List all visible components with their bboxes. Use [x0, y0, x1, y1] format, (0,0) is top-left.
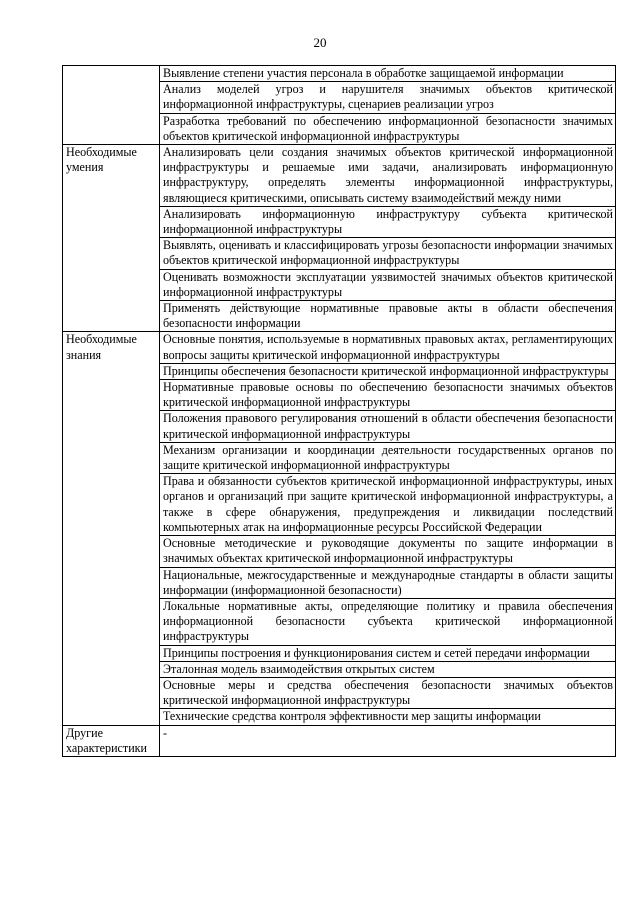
requirement-item: Механизм организации и координации деятельности государственных органов по защите критической информационной инфраструктуры — [160, 442, 616, 473]
table-row — [63, 66, 616, 82]
requirement-item: Нормативные правовые основы по обеспечению безопасности значимых объектов критической информационной инфраструктуры — [160, 380, 616, 411]
requirement-item: Принципы обеспечения безопасности критической информационной инфраструктуры — [160, 363, 616, 379]
table-row — [63, 725, 616, 756]
requirement-item: Эталонная модель взаимодействия открытых систем — [160, 661, 616, 677]
requirement-item: - — [160, 725, 616, 756]
section-label — [63, 66, 160, 145]
requirement-item: Анализировать цели создания значимых объектов критической информационной инфраструктуры и решаемые ими задачи, анализировать информационную инфраструктуру, определять элементы информационной инфраструктуры, являющиеся критическими, описывать систему взаимодействий между ними — [160, 145, 616, 207]
requirement-item: Основные методические и руководящие документы по защите информации в значимых объектах критической информационной инфраструктуры — [160, 536, 616, 567]
requirement-item: Оценивать возможности эксплуатации уязвимостей значимых объектов критической информационной инфраструктуры — [160, 269, 616, 300]
requirement-item: Основные понятия, используемые в нормативных правовых актах, регламентирующих вопросы защиты критической информационной инфраструктуры — [160, 332, 616, 363]
section-label: Другие характеристики — [63, 725, 160, 756]
page-number: 20 — [313, 35, 327, 50]
table-row — [63, 332, 616, 363]
requirement-item: Локальные нормативные акты, определяющие политику и правила обеспечения информационной безопасности субъекта критической информационной инфраструктуры — [160, 598, 616, 645]
competency-table-body — [63, 66, 616, 757]
requirement-item: Основные меры и средства обеспечения безопасности значимых объектов критической информационной инфраструктуры — [160, 677, 616, 708]
competency-table — [62, 65, 616, 757]
requirement-item: Национальные, межгосударственные и международные стандарты в области защиты информации (информационной безопасности) — [160, 567, 616, 598]
requirement-item: Права и обязанности субъектов критической информационной инфраструктуры, иных органов и организаций при защите критической информационной инфраструктуры, а также в сфере обнаружения, предупреждения и ликвидации последствий компьютерных атак на информационные ресурсы Российской Федерации — [160, 474, 616, 536]
requirement-item: Выявление степени участия персонала в обработке защищаемой информации — [160, 66, 616, 82]
section-label: Необходимые умения — [63, 145, 160, 332]
requirement-item: Положения правового регулирования отношений в области обеспечения безопасности критической информационной инфраструктуры — [160, 411, 616, 442]
table-row — [63, 145, 616, 207]
requirement-item: Технические средства контроля эффективности мер защиты информации — [160, 709, 616, 725]
requirement-item: Применять действующие нормативные правовые акты в области обеспечения безопасности информации — [160, 301, 616, 332]
requirement-item: Анализировать информационную инфраструктуру субъекта критической информационной инфраструктуры — [160, 206, 616, 237]
requirement-item: Разработка требований по обеспечению информационной безопасности значимых объектов критической информационной инфраструктуры — [160, 113, 616, 144]
requirement-item: Анализ моделей угроз и нарушителя значимых объектов критической информационной инфраструктуры, сценариев реализации угроз — [160, 82, 616, 113]
requirement-item: Принципы построения и функционирования систем и сетей передачи информации — [160, 645, 616, 661]
section-label: Необходимые знания — [63, 332, 160, 725]
requirement-item: Выявлять, оценивать и классифицировать угрозы безопасности информации значимых объектов критической информационной инфраструктуры — [160, 238, 616, 269]
